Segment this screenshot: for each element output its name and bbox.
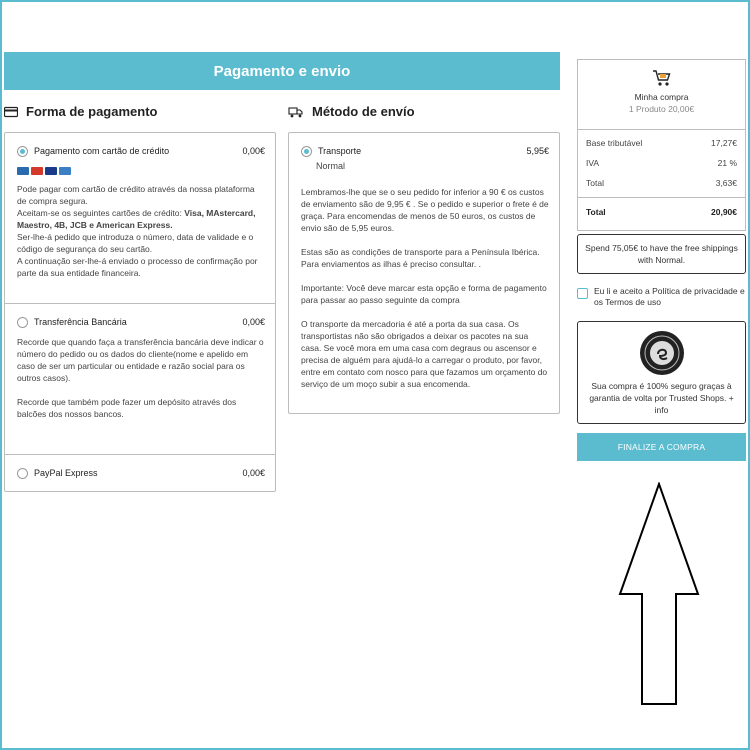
- payment-heading: [4, 104, 157, 119]
- payment-option-bank-transfer[interactable]: [5, 303, 275, 454]
- payment-option-paypal[interactable]: [5, 454, 275, 491]
- summary-row-grand-total: Total 20,90€: [578, 197, 745, 225]
- order-summary: [577, 59, 746, 231]
- credit-card-price: 0,00€: [242, 146, 265, 156]
- payment-options: [4, 132, 276, 492]
- bank-transfer-desc-2: Recorde que também pode fazer um depósito através dos balcões dos nossos bancos.: [17, 397, 237, 419]
- trusted-shops-box: [577, 321, 746, 424]
- credit-card-radio[interactable]: [17, 146, 28, 157]
- summary-row-base: Base tributável 17,27€: [586, 138, 737, 148]
- bank-transfer-price: 0,00€: [242, 317, 265, 327]
- shipping-desc-4: O transporte da mercadoria é até a porta da sua casa. Os transportistas não são obrigados a deixar os pacotes na sua casa. Se você mora em uma casa com degraus ou ascensor e precisa de alguém para ajudá-lo a carregar o produto, por favor, entre em contato com nosco para que fazamos um orçamento do serviço de um moço subir a sua encomenda.: [301, 319, 548, 389]
- transporte-radio[interactable]: [301, 146, 312, 157]
- credit-card-icon: [4, 105, 18, 119]
- credit-card-desc-3: Ser-lhe-á pedido que introduza o número, data de validade e o código de segurança do seu cartão.: [17, 232, 254, 254]
- visa-icon: [45, 167, 57, 175]
- shipping-heading-label: Método de envío: [312, 104, 415, 119]
- shipping-desc-3: Importante: Você deve marcar esta opção e forma de pagamento para passar ao passo seguinte da compra: [301, 283, 547, 305]
- summary-subtitle: 1 Produto 20,00€: [628, 104, 695, 114]
- shipping-desc-1: Lembramos-lhe que se o seu pedido for inferior a 90 € os custos de enviamento são de 9,95 € . Se o pedido e superior o frete é de graça. Para encomendas de menos de 50 euros, os custos de envio são de 5,95 euros.: [301, 187, 549, 233]
- credit-card-desc-2: Aceitam-se os seguintes cartões de crédito: Visa, MAstercard, Maestro, 4B, JCB e American Express.: [17, 208, 256, 230]
- trusted-shops-text[interactable]: Sua compra é 100% seguro graças à garantia de volta por Trusted Shops. + info: [589, 381, 734, 415]
- credit-card-desc-1: Pode pagar com cartão de crédito através da nossa plataforma de compra segura.: [17, 184, 255, 206]
- bank-transfer-label: Transferência Bancária: [34, 317, 127, 327]
- payment-option-credit-card[interactable]: [5, 133, 275, 303]
- finalize-purchase-button[interactable]: FINALIZE A COMPRA: [577, 433, 746, 461]
- up-arrow-annotation: [618, 482, 700, 708]
- credit-card-desc-4: A continuação ser-lhe-á enviado o processo de confirmação por parte da sua entidade financeira.: [17, 256, 258, 278]
- credit-card-label: Pagamento com cartão de crédito: [34, 146, 170, 156]
- bank-transfer-radio[interactable]: [17, 317, 28, 328]
- summary-title: Minha compra: [634, 92, 689, 102]
- amex-icon: [59, 167, 71, 175]
- page-title: Pagamento e envio: [213, 62, 351, 80]
- trusted-shops-seal-icon: [639, 330, 685, 376]
- mastercard-icon: [31, 167, 43, 175]
- card-logos: [17, 167, 265, 175]
- maestro-icon: [17, 167, 29, 175]
- summary-row-total-tax: Total 3,63€: [586, 178, 737, 188]
- shipping-options: [288, 132, 560, 414]
- paypal-radio[interactable]: [17, 468, 28, 479]
- free-shipping-notice: Spend 75,05€ to have the free shippings with Normal.: [577, 234, 746, 274]
- transporte-label: Transporte: [318, 146, 362, 156]
- paypal-price: 0,00€: [242, 468, 265, 478]
- terms-label[interactable]: Eu li e aceito a Política de privacidade e os Termos de uso: [594, 286, 745, 307]
- page-banner: [4, 52, 560, 90]
- shipping-desc-2: Estas são as condições de transporte para a Península Ibérica. Para enviamentos as ilhas é preciso consultar. .: [301, 247, 540, 269]
- paypal-label: PayPal Express: [34, 468, 98, 478]
- terms-acceptance: [577, 286, 747, 308]
- transporte-sub: Normal: [316, 161, 346, 171]
- shipping-option-transporte[interactable]: [289, 133, 559, 400]
- bank-transfer-desc-1: Recorde que quando faça a transferência bancária deve indicar o número do pedido ou os dados do cliente(nome e apelido em caso de ser um particular ou entidade e razão social para os outros casos).: [17, 337, 264, 383]
- payment-heading-label: Forma de pagamento: [26, 104, 158, 119]
- summary-row-iva: IVA 21 %: [586, 158, 737, 168]
- terms-checkbox[interactable]: [577, 288, 588, 299]
- delivery-truck-icon: [288, 105, 304, 119]
- transporte-price: 5,95€: [526, 146, 549, 156]
- shopping-cart-icon: [652, 68, 672, 88]
- shipping-heading: [288, 104, 415, 119]
